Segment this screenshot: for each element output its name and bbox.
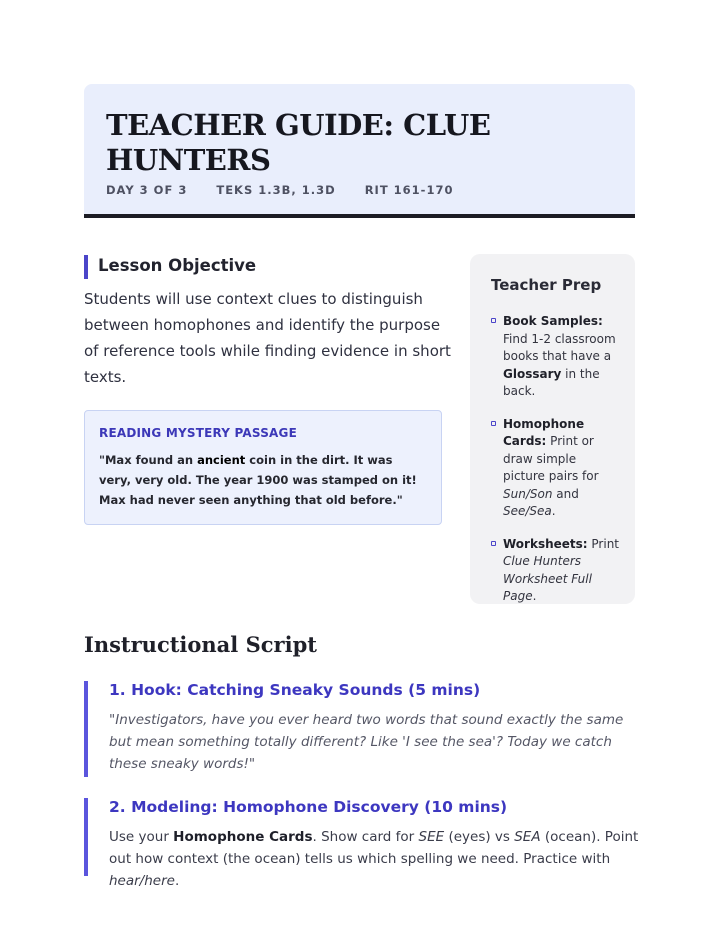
- teacher-prep-panel: [470, 254, 635, 604]
- prep-title: Teacher Prep: [491, 276, 602, 294]
- bullet-icon: [491, 318, 496, 323]
- page-title: TEACHER GUIDE: CLUE HUNTERS: [106, 108, 491, 177]
- objective-heading: Lesson Objective: [98, 256, 257, 275]
- passage-text: "Max found an ancient coin in the dirt. It was very, very old. The year 1900 was stamped on it! Max had never seen anything that old before.": [99, 453, 417, 507]
- bullet-icon: [491, 541, 496, 546]
- step-body: "Investigators, have you ever heard two words that sound exactly the same but mean something totally different? Like 'I see the sea'? Today we catch these sneaky words!": [109, 712, 624, 772]
- rit-label: RIT 161-170: [364, 183, 454, 197]
- objective-text: Students will use context clues to distinguish between homophones and identify the purpose of reference tools while finding evidence in short texts.: [84, 290, 451, 386]
- prep-item-homophone-cards: Homophone Cards: Print or draw simple picture pairs for Sun/Son and See/Sea.: [491, 416, 621, 521]
- teks-label: TEKS 1.3B, 1.3D: [216, 183, 336, 197]
- step-title: 1. Hook: Catching Sneaky Sounds (5 mins): [109, 681, 481, 699]
- prep-item-book-samples: Book Samples: Find 1-2 classroom books that have a Glossary in the back.: [491, 313, 621, 401]
- reading-passage-box: [84, 410, 442, 525]
- step-title: 2. Modeling: Homophone Discovery (10 mins): [109, 798, 508, 816]
- script-heading: Instructional Script: [84, 632, 317, 657]
- bullet-icon: [491, 421, 496, 426]
- step-body: Use your Homophone Cards. Show card for SEE (eyes) vs SEA (ocean). Point out how context (the ocean) tells us which spelling we need. Practice with hear/here.: [109, 829, 639, 889]
- prep-list: [491, 313, 621, 606]
- objective-accent-bar: [84, 255, 88, 279]
- lesson-meta: [106, 183, 477, 197]
- script-step-modeling: [84, 798, 644, 889]
- passage-keyword: ancient: [197, 453, 246, 467]
- script-step-hook: [84, 681, 644, 777]
- prep-item-worksheets: Worksheets: Print Clue Hunters Worksheet Full Page.: [491, 536, 621, 606]
- guide-header: [84, 84, 635, 218]
- day-label: DAY 3 OF 3: [106, 183, 188, 197]
- passage-title: READING MYSTERY PASSAGE: [99, 426, 297, 440]
